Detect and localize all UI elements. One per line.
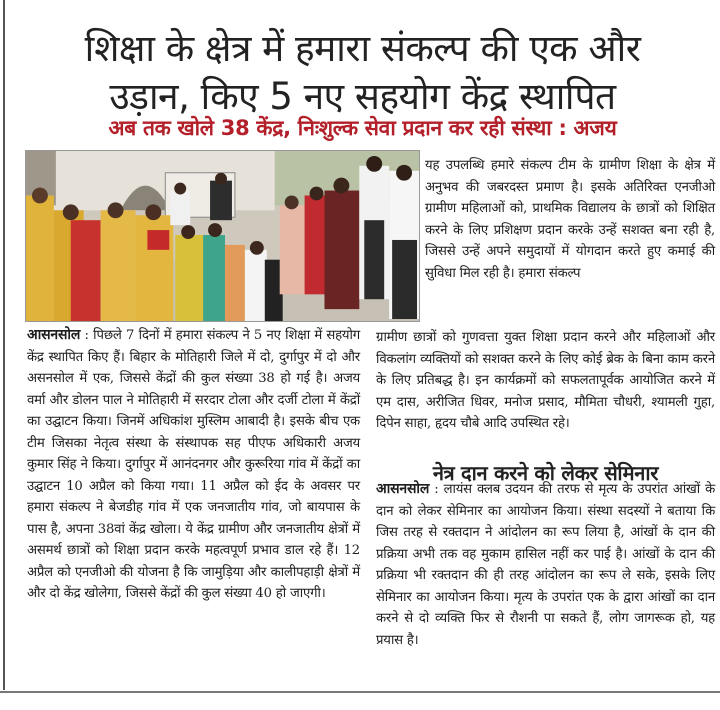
subheadline: अब तक खोले 38 केंद्र, निःशुल्क सेवा प्रदान कर रही संस्था : अजय (108, 116, 617, 140)
second-story-body (376, 479, 715, 651)
headline-line-2: उड़ान, किए 5 नए सहयोग केंद्र स्थापित (109, 74, 616, 118)
second-dateline-separator: : (429, 482, 444, 497)
main-story-left-column (27, 325, 360, 605)
main-story-dateline: आसनसोल (27, 327, 81, 343)
headline (10, 25, 715, 121)
headline-line-1: शिक्षा के क्षेत्र में हमारा संकल्प की एक और (84, 26, 641, 70)
bottom-rule (0, 691, 720, 693)
main-story-body-left: पिछले 7 दिनों में हमारा संकल्प ने 5 नए शिक्षा में सहयोग केंद्र स्थापित किए हैं। बिहार के मोतिहारी जिले में दो, दुर्गापुर में दो और असनसोल में एक, जिससे केंद्रों की कुल संख्या 38 हो गई है। अजय वर्मा और डोलन पाल ने मोतिहारी में सरदार टोला और दर्जी टोला में केंद्रों का उद्घाटन किया। जिनमें अधिकांश मुस्लिम आबादी है। इसके बीच एक टीम जिसका नेतृत्व संस्था के संस्थापक सह पीएफ अधिकारी अजय कुमार सिंह ने किया। दुर्गापुर में आनंदनगर और कुरूरिया गांव में केंद्रों का उद्घाटन 10 अप्रैल को किया गया। 11 अप्रैल को ईद के अवसर पर हमारा संकल्प ने बेजडीह गांव में एक जनजातीय गांव, जो बायपास के पास है, अपना 38वां केंद्र खोला। ये केंद्र ग्रामीण और जनजातीय क्षेत्रों में असमर्थ छात्रों को शिक्षा प्रदान करके महत्वपूर्ण प्रभाव डाल रहे हैं। 12 अप्रैल को एनजीओ की योजना है कि जामुड़िया और कालीपहाड़ी क्षेत्रों में और दो केंद्र खोलेगा, जिससे केंद्रों की कुल संख्या 40 हो जाएगी। (27, 328, 360, 601)
photo-illustration (26, 151, 419, 321)
dateline-separator: : (80, 328, 94, 343)
second-story-dateline: आसनसोल (376, 481, 430, 497)
second-story-headline: नेत्र दान करने को लेकर सेमिनार (432, 460, 659, 485)
second-story-text: लायंस क्लब उदयन की तरफ से मृत्य के उपरांत आंखों के दान को लेकर सेमिनार का आयोजन किया। संस्था सदस्यों ने बताया कि जिस तरह से रक्तदान ने आंदोलन का रूप लिया है, आंखों के दान की प्रक्रिया अभी तक वह मुकाम हासिल नहीं कर पाई है। आंखों के दान की प्रक्रिया भी रक्तदान की ही तरह आंदोलन का रूप ले सके, इसके लिए सेमिनार का आयोजन किया। मृत्य के उपरांत एक के द्वारा आंखों का दान करने से दो व्यक्ति फिर से रौशनी पा सकते हैं, लोग जागरूक हो, यह प्रयास है। (376, 482, 716, 648)
left-column-rule (3, 0, 5, 690)
news-photo (25, 150, 420, 322)
main-story-right-top: यह उपलब्धि हमारे संकल्प टीम के ग्रामीण शिक्षा के क्षेत्र में अनुभव की जबरदस्त प्रमाण है। इसके अतिरिक्त एनजीओ ग्रामीण महिलाओं को, प्राथमिक विद्यालय के छात्रों को शिक्षित करने के लिए प्रशिक्षण प्रदान करके उन्हें सशक्त बना रही है, जिससे उन्हें अपने समुदायों में योगदान करते हुए कमाई की सुविधा मिल रही है। हमारा संकल्प (425, 158, 715, 281)
main-story-right-mid: ग्रामीण छात्रों को गुणवत्ता युक्त शिक्षा प्रदान करने और महिलाओं और विकलांग व्यक्तियों को सशक्त करने के लिए कोई ब्रेक के बिना काम करने के लिए प्रतिबद्ध है। इन कार्यक्रमों को सफलतापूर्वक आयोजित करने में एम दास, अरीजित धिवर, मनोज प्रसाद, मौमिता चौधरी, श्यामली गुहा, दिपेन साहा, हृदय चौबे आदि उपस्थित रहे। (376, 330, 715, 431)
